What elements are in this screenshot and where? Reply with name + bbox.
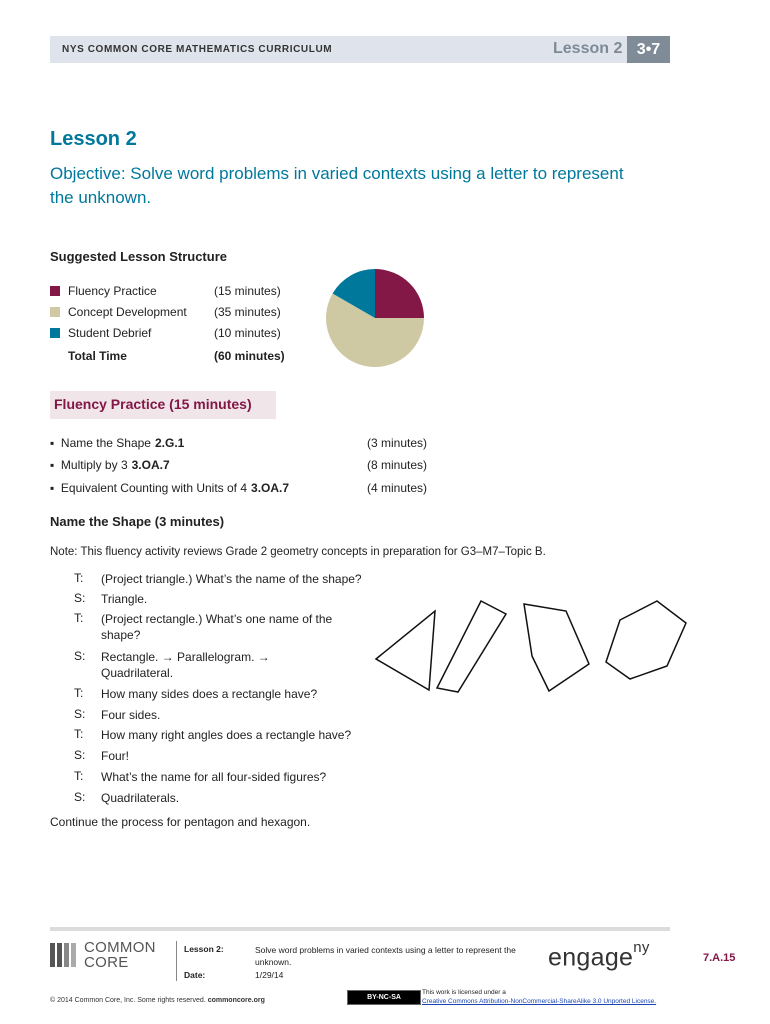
footer-date: 1/29/14	[255, 970, 284, 980]
structure-minutes: (15 minutes)	[214, 284, 281, 298]
dialogue-speaker: T:	[74, 611, 84, 625]
dialogue-text: Four sides.	[101, 708, 161, 722]
footer-date-label: Date:	[184, 970, 206, 980]
copyright	[50, 997, 265, 1004]
fluency-item	[50, 481, 289, 495]
fluency-item-minutes: (8 minutes)	[367, 458, 428, 472]
dialogue-text: What’s the name for all four-sided figures?	[101, 770, 327, 784]
copyright-text: © 2014 Common Core, Inc. Some rights reserved.	[50, 997, 206, 1004]
structure-minutes: (35 minutes)	[214, 305, 281, 319]
fluency-item-standard: 3.OA.7	[251, 481, 290, 495]
legend-swatch	[50, 328, 60, 338]
engage-text: engage	[548, 943, 634, 972]
header-lesson: Lesson 2	[553, 40, 623, 57]
fluency-item-standard: 3.OA.7	[131, 458, 170, 472]
dialogue-text: Four!	[101, 749, 130, 763]
legend-swatch	[50, 307, 60, 317]
dialogue-text: Quadrilaterals.	[101, 791, 180, 805]
fluency-item-text: Name the Shape	[60, 436, 151, 450]
structure-label: Fluency Practice	[68, 284, 157, 298]
fluency-item-text: Multiply by 3	[60, 458, 128, 472]
note: Note: This fluency activity reviews Grade 2 geometry concepts in preparation for G3–M7–Topic B.	[50, 546, 546, 558]
lesson-pie-chart	[323, 266, 427, 370]
structure-label: Student Debrief	[68, 326, 152, 340]
fluency-item-minutes: (3 minutes)	[367, 436, 428, 450]
license-link[interactable]: Creative Commons Attribution-NonCommercial-ShareAlike 3.0 Unported License.	[422, 998, 657, 1005]
dialogue-text: (Project rectangle.) What’s one name of the shape?	[101, 612, 333, 642]
page-title: Lesson 2	[50, 128, 137, 150]
legend-swatch	[50, 286, 60, 296]
dialogue-speaker: T:	[74, 571, 84, 585]
dialogue-text: Triangle.	[101, 592, 148, 606]
dialogue-text: How many right angles does a rectangle have?	[101, 728, 352, 742]
copyright-site: commoncore.org	[207, 997, 265, 1004]
dialogue-speaker: S:	[74, 790, 86, 804]
engage-sup: ny	[633, 939, 650, 956]
logo-line: CORE	[84, 954, 129, 971]
structure-minutes: (10 minutes)	[214, 326, 281, 340]
dialogue-speaker: T:	[74, 727, 84, 741]
footer-lesson-label: Lesson 2:	[184, 944, 224, 954]
bullet-icon: ▪	[50, 458, 61, 472]
section-heading: Name the Shape (3 minutes)	[50, 514, 225, 529]
total-minutes: (60 minutes)	[214, 349, 285, 363]
fluency-item-minutes: (4 minutes)	[367, 481, 428, 495]
license-text: This work is licensed under a	[422, 989, 506, 996]
fluency-item-standard: 2.G.1	[154, 436, 185, 450]
engageny-logo	[548, 939, 650, 972]
dialogue-speaker: S:	[74, 591, 86, 605]
structure-row	[50, 326, 151, 340]
hexagon-shape	[606, 601, 686, 679]
fluency-item	[50, 458, 170, 472]
structure-heading: Suggested Lesson Structure	[50, 249, 227, 264]
dialogue-speaker: S:	[74, 649, 86, 663]
pie-slice	[375, 269, 424, 318]
total-label: Total Time	[68, 349, 127, 363]
module-badge: 3•7	[627, 36, 670, 63]
cc-license-badge: BY-NC-SA	[347, 990, 421, 1005]
structure-row	[50, 305, 187, 319]
objective: Objective: Solve word problems in varied contexts using a letter to represent the unknown.	[50, 164, 624, 207]
page-number: 7.A.15	[703, 952, 736, 964]
shapes-illustration	[370, 596, 695, 696]
dialogue-speaker: T:	[74, 686, 84, 700]
curriculum-title: NYS COMMON CORE MATHEMATICS CURRICULUM	[62, 44, 333, 55]
dialogue-speaker: S:	[74, 707, 86, 721]
structure-label: Concept Development	[68, 305, 187, 319]
footer-divider	[176, 941, 177, 981]
dialogue-text: How many sides does a rectangle have?	[101, 687, 318, 701]
fluency-item	[50, 436, 184, 450]
bullet-icon: ▪	[50, 481, 61, 495]
parallelogram-shape	[437, 601, 506, 692]
dialogue-speaker: S:	[74, 748, 86, 762]
triangle-shape	[376, 611, 435, 690]
dialogue-speaker: T:	[74, 769, 84, 783]
continue-text: Continue the process for pentagon and hexagon.	[50, 815, 311, 829]
structure-row	[50, 284, 157, 298]
common-core-logo-text	[84, 940, 156, 970]
common-core-logo-icon	[50, 939, 80, 967]
footer-rule	[50, 927, 670, 931]
logo-line: COMMON	[84, 939, 156, 956]
fluency-title: Fluency Practice (15 minutes)	[54, 396, 252, 412]
dialogue-text: (Project triangle.) What’s the name of the shape?	[101, 572, 362, 586]
pentagon-shape	[524, 604, 589, 691]
footer-lesson-desc: Solve word problems in varied contexts using a letter to represent the unknown.	[255, 945, 516, 967]
fluency-item-text: Equivalent Counting with Units of 4	[60, 481, 248, 495]
dialogue-text: Rectangle. → Parallelogram. → Quadrilateral.	[101, 650, 270, 680]
bullet-icon: ▪	[50, 436, 61, 450]
